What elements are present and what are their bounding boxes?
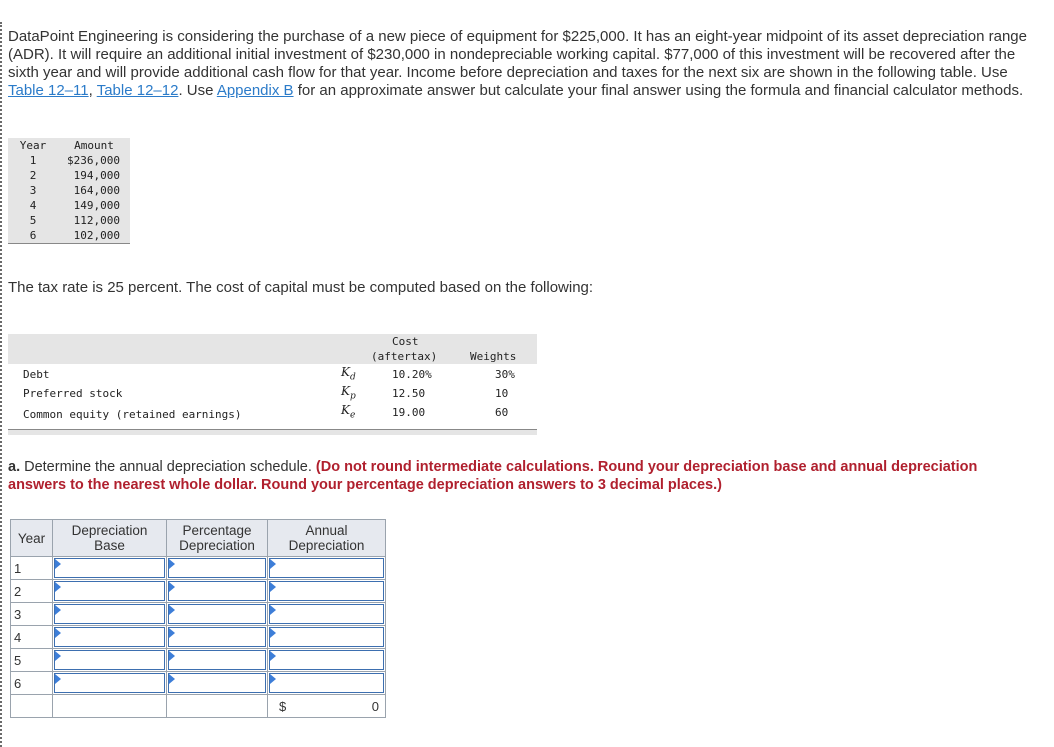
dep-row — [11, 626, 386, 649]
dep-row — [11, 672, 386, 695]
kd-symbol — [341, 365, 356, 382]
part-a-text: Determine the annual depreciation schedule. — [20, 459, 316, 475]
income-row — [8, 198, 130, 213]
annual-dep-input[interactable] — [269, 627, 384, 647]
annual-dep-input[interactable] — [269, 581, 384, 601]
income-amount: 149,000 — [73, 199, 120, 212]
income-table-header — [8, 138, 130, 153]
annual-dep-input[interactable] — [269, 673, 384, 693]
cost-header-line2: (aftertax) — [371, 350, 438, 363]
dep-total-row — [11, 695, 386, 718]
left-dotted-border — [0, 22, 2, 747]
capital-bottom-rule — [8, 429, 537, 435]
income-year: 1 — [29, 154, 37, 167]
part-a-instruction: (Do not round intermediate calculations. Round your depreciation base and annual depreciation answers to the nearest whole dollar. Round your percentage depreciation answers to 3 decimal places.) — [8, 459, 978, 493]
dep-row — [11, 649, 386, 672]
pct-dep-input[interactable] — [168, 627, 266, 647]
common-equity-label: Common equity (retained earnings) — [23, 408, 242, 421]
intro-separator: . Use — [178, 82, 217, 99]
dep-row — [11, 603, 386, 626]
income-row — [8, 183, 130, 198]
intro-separator: , — [88, 82, 97, 99]
income-amount: 112,000 — [73, 214, 120, 227]
dep-base-input[interactable] — [54, 581, 165, 601]
k-subscript: d — [349, 372, 356, 383]
capital-header-band — [8, 334, 537, 364]
pct-dep-header: Percentage Depreciation — [167, 520, 268, 557]
dep-year-header: Year — [11, 520, 53, 557]
dep-base-input[interactable] — [54, 650, 165, 670]
income-amount: 164,000 — [73, 184, 120, 197]
k-letter: K — [341, 403, 350, 417]
k-subscript: e — [349, 410, 356, 421]
annual-dep-header: Annual Depreciation — [268, 520, 386, 557]
income-row — [8, 228, 130, 243]
table-12-12-link[interactable]: Table 12–12 — [96, 82, 179, 99]
problem-intro — [8, 28, 1038, 100]
intro-text: DataPoint Engineering is considering the purchase of a new piece of equipment for $225,000. It has an eight-year midpoint of its asset depreciation range (ADR). It will require an additional initial investment of $230,000 in nondepreciable working capital. $77,000 of this investment will be recovered after the sixth year and will provide additional cash flow for that year. Income before depreciation and taxes for the next six are shown in the following table. Use — [8, 28, 1027, 81]
preferred-cost: 12.50 — [392, 387, 426, 400]
equity-cost: 19.00 — [392, 406, 426, 419]
dep-year: 3 — [11, 603, 53, 626]
weights-header: Weights — [470, 350, 517, 363]
kp-symbol — [341, 384, 356, 401]
pct-dep-input[interactable] — [168, 604, 266, 624]
dep-row — [11, 580, 386, 603]
dep-year: 6 — [11, 672, 53, 695]
dep-base-header: Depreciation Base — [53, 520, 167, 557]
annual-dep-total — [268, 695, 386, 718]
k-letter: K — [341, 384, 350, 398]
income-year: 6 — [29, 229, 37, 242]
k-subscript: p — [349, 391, 356, 402]
income-year: 3 — [29, 184, 37, 197]
year-header: Year — [19, 139, 47, 152]
income-amount: 194,000 — [73, 169, 120, 182]
income-table — [8, 138, 130, 244]
income-amount: 102,000 — [73, 229, 120, 242]
cost-of-capital-table — [8, 334, 537, 435]
dep-year: 4 — [11, 626, 53, 649]
equity-weight: 60 — [495, 406, 509, 419]
part-a-label: a. — [8, 459, 21, 475]
pct-dep-input[interactable] — [168, 673, 266, 693]
appendix-b-link[interactable]: Appendix B — [216, 82, 294, 99]
pct-dep-input[interactable] — [168, 558, 266, 578]
annual-dep-input[interactable] — [269, 650, 384, 670]
preferred-weight: 10 — [495, 387, 509, 400]
dep-row — [11, 557, 386, 580]
preferred-stock-label: Preferred stock — [23, 387, 123, 400]
total-empty-cell — [11, 695, 53, 718]
dep-base-input[interactable] — [54, 627, 165, 647]
dep-base-input[interactable] — [54, 558, 165, 578]
dep-base-input[interactable] — [54, 604, 165, 624]
dep-year: 5 — [11, 649, 53, 672]
ke-symbol — [341, 403, 355, 420]
table-12-11-link[interactable]: Table 12–11 — [8, 82, 89, 99]
dep-year: 2 — [11, 580, 53, 603]
annual-dep-input[interactable] — [269, 558, 384, 578]
amount-header: Amount — [74, 139, 114, 152]
total-empty-cell — [167, 695, 268, 718]
dep-base-input[interactable] — [54, 673, 165, 693]
pct-dep-input[interactable] — [168, 650, 266, 670]
income-row — [8, 213, 130, 228]
income-year: 4 — [29, 199, 37, 212]
income-amount: $236,000 — [67, 154, 120, 167]
debt-label: Debt — [23, 368, 50, 381]
debt-cost: 10.20% — [392, 368, 432, 381]
income-row — [8, 168, 130, 183]
tax-rate-statement: The tax rate is 25 percent. The cost of capital must be computed based on the following: — [8, 279, 594, 296]
pct-dep-input[interactable] — [168, 581, 266, 601]
income-year: 2 — [29, 169, 37, 182]
total-empty-cell — [53, 695, 167, 718]
intro-text-end: for an approximate answer but calculate your final answer using the formula and financial calculator methods. — [293, 82, 1024, 99]
cost-header-line1: Cost — [392, 335, 419, 348]
k-letter: K — [341, 365, 350, 379]
income-row — [8, 153, 130, 168]
total-value: 0 — [371, 699, 379, 714]
depreciation-schedule-table — [10, 519, 386, 718]
debt-weight: 30% — [495, 368, 515, 381]
dep-header-row — [11, 520, 386, 557]
income-year: 5 — [29, 214, 37, 227]
dep-year: 1 — [11, 557, 53, 580]
dollar-sign: $ — [279, 699, 287, 714]
part-a-question — [8, 458, 1038, 494]
annual-dep-input[interactable] — [269, 604, 384, 624]
